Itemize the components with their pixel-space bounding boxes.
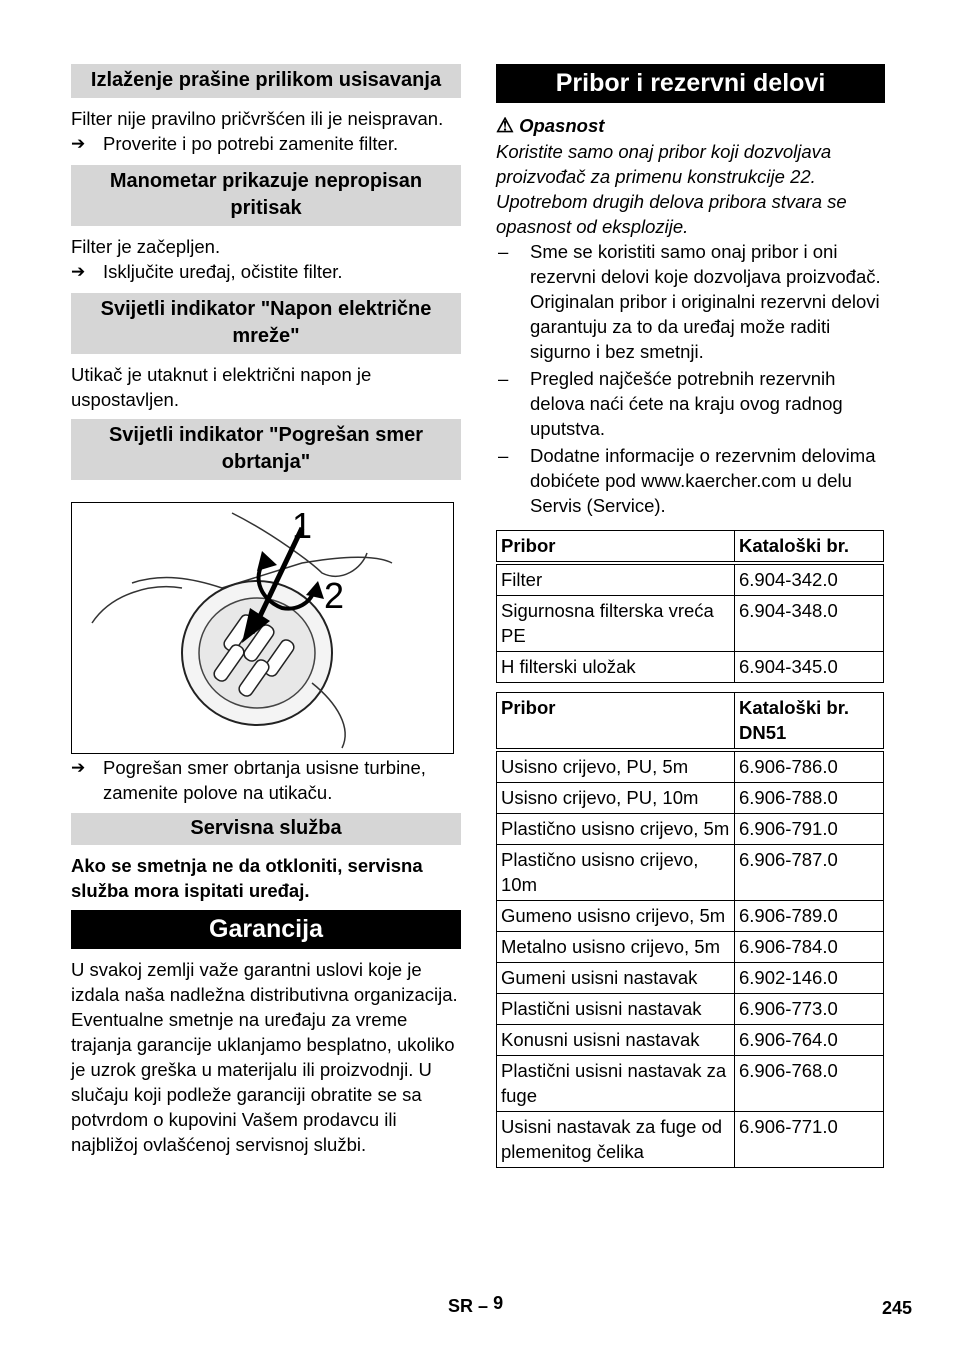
remedy-line xyxy=(71,755,461,805)
footer-lang: SR xyxy=(448,1296,474,1316)
service-text: Ako se smetnja ne da otkloniti, servisna služba mora ispitati uređaj. xyxy=(71,855,423,901)
footer-dash: – xyxy=(478,1296,489,1316)
remedy-text: Proverite i po potrebi zamenite filter. xyxy=(103,133,399,154)
remedy-text: Isključite uređaj, očistite filter. xyxy=(103,261,343,282)
table-row: Usisno crijevo, PU, 10m 6.906-788.0 xyxy=(497,783,884,814)
remedy-line xyxy=(71,131,461,156)
arrow-right-icon: ➔ xyxy=(71,134,86,153)
footer-section-label xyxy=(448,1293,504,1317)
page-number: 245 xyxy=(881,1298,912,1318)
list-item: – Dodatne informacije o rezervnim delovima dobićete pod www.kaercher.com u delu Servis (Service). xyxy=(498,445,876,516)
table-row: Gumeni usisni nastavak 6.902-146.0 xyxy=(497,963,884,994)
heading-service: Servisna služba xyxy=(71,813,461,845)
table-header-cell: Pribor xyxy=(497,693,735,751)
table-row: Plastično usisno crijevo, 10m 6.906-787.0 xyxy=(497,845,884,901)
table-row: Konusni usisni nastavak 6.906-764.0 xyxy=(497,1025,884,1056)
heading-warranty: Garancija xyxy=(71,910,461,949)
danger-label-line xyxy=(496,113,885,139)
accessories-table-2 xyxy=(496,692,884,1168)
table-header-cell: Kataloški br. DN51 xyxy=(735,693,884,751)
table-header-cell: Pribor xyxy=(497,531,735,564)
table-row: Plastični usisni nastavak 6.906-773.0 xyxy=(497,994,884,1025)
footer-section-page: 9 xyxy=(493,1293,504,1313)
plug-illustration xyxy=(72,503,453,753)
table-row: Usisni nastavak za fuge od plemenitog čelika 6.906-771.0 xyxy=(497,1112,884,1168)
heading-manometer: Manometar prikazuje nepropisan pritisak xyxy=(71,165,461,226)
table-row: Usisno crijevo, PU, 5m 6.906-786.0 xyxy=(497,750,884,783)
figure-label-1: 1 xyxy=(292,505,313,546)
heading-rotation-indicator: Svijetli indikator "Pogrešan smer obrtanja" xyxy=(71,419,461,480)
list-item: – Sme se koristiti samo onaj pribor i oni rezervni delovi koje dozvoljava proizvođač. Originalan pribor i originalni rezervni delovi garantuju za to da uređaj može raditi sigurno i bez smetnji. xyxy=(498,241,881,362)
table-row: Filter 6.904-342.0 xyxy=(497,563,884,596)
remedy-line xyxy=(71,259,461,284)
table-header-row xyxy=(497,531,884,564)
table-row: Metalno usisno crijevo, 5m 6.906-784.0 xyxy=(497,932,884,963)
accessories-table-1 xyxy=(496,530,884,683)
danger-label: Opasnost xyxy=(519,115,605,136)
warranty-text: U svakoj zemlji važe garantni uslovi koje je izdala naša nadležna distributivna organizacija. Eventualne smetnje na uređaju za vreme trajanja garancije uklanjamo besplatno, ukoliko je uzrok greška u materijalu ili proizvodnji. U slučaju koji podleže garanciji obratite se sa potvrdom o kupovini Vašem prodavcu ili najbližoj ovlašćenoj servisnoj službi. xyxy=(71,959,458,1155)
right-column xyxy=(496,64,885,1168)
cause-text: Utikač je utaknut i električni napon je uspostavljen. xyxy=(71,364,372,410)
table-row: Plastično usisno crijevo, 5m 6.906-791.0 xyxy=(497,814,884,845)
left-column xyxy=(71,64,461,1157)
danger-text: Koristite samo onaj pribor koji dozvoljava proizvođač za primenu konstrukcije 22. Upotrebom drugih delova pribora stvara se opasnost od eksplozije. xyxy=(496,141,847,237)
arrow-right-icon: ➔ xyxy=(71,262,86,281)
heading-accessories: Pribor i rezervni delovi xyxy=(496,64,885,103)
warning-triangle-icon: ⚠ xyxy=(496,115,514,137)
table-row: Sigurnosna filterska vreća PE 6.904-348.0 xyxy=(497,596,884,652)
bullet-list xyxy=(496,239,885,518)
heading-mains-indicator: Svijetli indikator "Napon električne mreže" xyxy=(71,293,461,354)
table-header-cell: Kataloški br. xyxy=(735,531,884,564)
table-row: H filterski uložak 6.904-345.0 xyxy=(497,652,884,683)
cause-text: Filter nije pravilno pričvršćen ili je neispravan. xyxy=(71,108,444,129)
cause-text: Filter je začepljen. xyxy=(71,236,221,257)
plug-rotation-figure xyxy=(71,502,454,754)
arrow-right-icon: ➔ xyxy=(71,758,86,777)
heading-dust-exit: Izlaženje prašine prilikom usisavanja xyxy=(71,64,461,98)
list-item: – Pregled najčešće potrebnih rezervnih delova naći ćete na kraju ovog radnog uputstva. xyxy=(498,368,843,439)
remedy-text: Pogrešan smer obrtanja usisne turbine, zamenite polove na utikaču. xyxy=(103,757,426,803)
table-row: Plastični usisni nastavak za fuge 6.906-768.0 xyxy=(497,1056,884,1112)
figure-label-2: 2 xyxy=(324,575,345,616)
table-row: Gumeno usisno crijevo, 5m 6.906-789.0 xyxy=(497,901,884,932)
table-header-row xyxy=(497,693,884,751)
